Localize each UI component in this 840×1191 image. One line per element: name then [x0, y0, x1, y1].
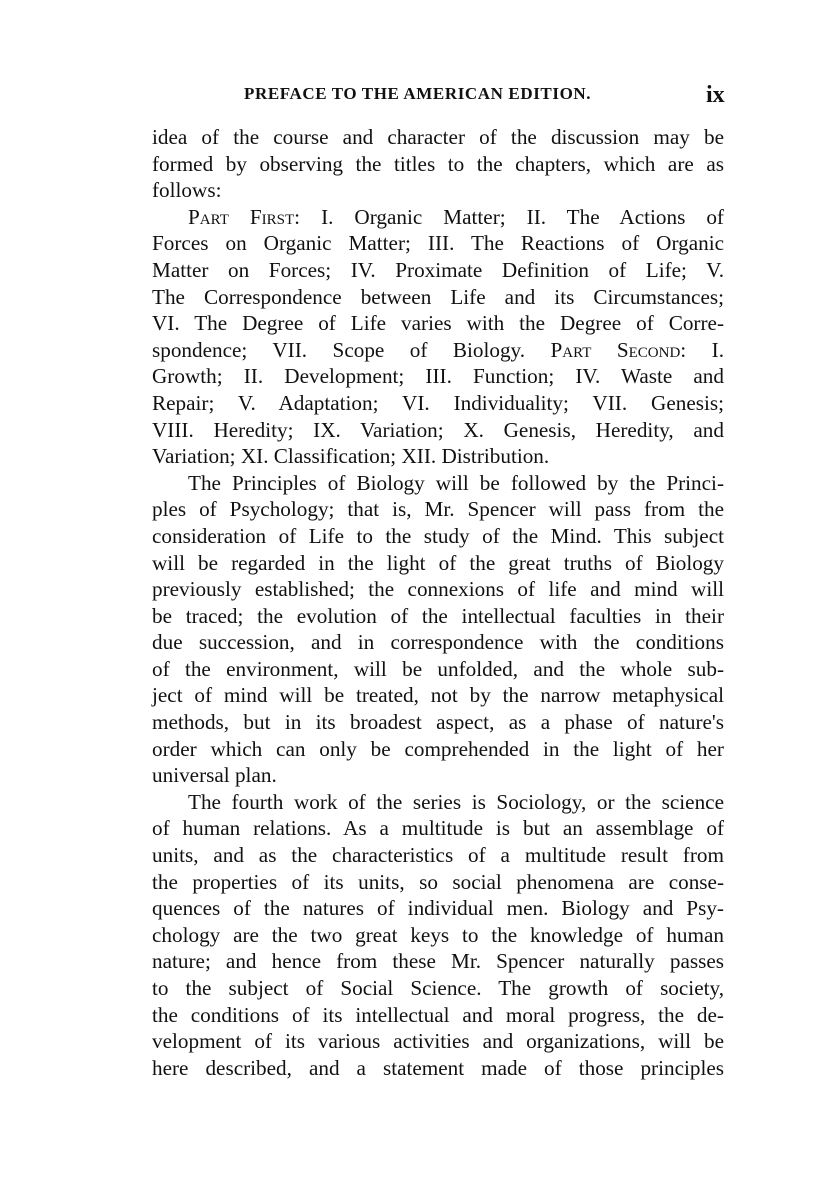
text-line: methods, but in its broadest aspect, as a phase of nature's [152, 710, 724, 735]
text-line: VIII. Heredity; IX. Variation; X. Genesis, Heredity, and [152, 417, 724, 442]
text-line: units, and as the characteristics of a multitude result from [152, 843, 724, 868]
text-line: quences of the natures of individual men. Biology and Psy- [152, 896, 724, 921]
text-line: will be regarded in the light of the great truths of Biology [152, 550, 724, 575]
page-header [0, 84, 840, 114]
text-line: The fourth work of the series is Sociology, or the science [188, 789, 724, 814]
text-line: formed by observing the titles to the chapters, which are as [152, 151, 724, 176]
text-line: due succession, and in correspondence with the conditions [152, 630, 724, 655]
text-line: here described, and a statement made of those principles [152, 1055, 724, 1080]
text-span: I. [711, 337, 724, 362]
text-line: Matter on Forces; IV. Proximate Definition of Life; V. [152, 257, 724, 282]
text-line: Repair; V. Adaptation; VI. Individuality; VII. Genesis; [152, 390, 724, 415]
text-line: the conditions of its intellectual and moral progress, the de- [152, 1002, 724, 1027]
text-line: be traced; the evolution of the intellectual faculties in their [152, 603, 724, 628]
part-first-label: Part First: [188, 204, 301, 229]
text-line: to the subject of Social Science. The growth of society, [152, 976, 724, 1000]
text-line: idea of the course and character of the discussion may be [152, 125, 724, 149]
text-line: ples of Psychology; that is, Mr. Spencer will pass from the [152, 497, 724, 522]
part-second-label: Part Second: [550, 337, 687, 362]
text-line: VI. The Degree of Life varies with the Degree of Corre- [152, 311, 724, 336]
text-line [152, 337, 724, 364]
text-line: chology are the two great keys to the knowledge of human [152, 922, 724, 947]
text-line: follows: [152, 178, 222, 203]
text-line: nature; and hence from these Mr. Spencer naturally passes [152, 949, 724, 974]
text-line: Forces on Organic Matter; III. The Reactions of Organic [152, 231, 724, 256]
text-line: previously established; the connexions of life and mind will [152, 577, 724, 602]
text-line: ject of mind will be treated, not by the narrow metaphysical [152, 683, 724, 708]
text-line: velopment of its various activities and organizations, will be [152, 1029, 724, 1054]
page-number: ix [706, 82, 725, 108]
text-line: of the environment, will be unfolded, and the whole sub- [152, 656, 724, 681]
text-line: order which can only be comprehended in the light of her [152, 736, 724, 761]
text-line: of human relations. As a multitude is but an assemblage of [152, 816, 724, 841]
text-line: The Principles of Biology will be followed by the Princi- [188, 470, 724, 495]
text-span: I. Organic Matter; II. The Actions of [321, 204, 724, 229]
text-line [152, 204, 724, 231]
text-line: Variation; XI. Classification; XII. Distribution. [152, 444, 550, 469]
text-line: universal plan. [152, 763, 277, 788]
text-line: The Correspondence between Life and its Circumstances; [152, 284, 724, 309]
body-text [152, 124, 724, 1081]
text-line: the properties of its units, so social phenomena are conse- [152, 869, 724, 894]
text-span: spondence; VII. Scope of Biology. [152, 337, 526, 362]
running-title: PREFACE TO THE AMERICAN EDITION. [244, 84, 592, 103]
text-line: consideration of Life to the study of the Mind. This subject [152, 523, 724, 548]
text-line: Growth; II. Development; III. Function; IV. Waste and [152, 364, 724, 389]
